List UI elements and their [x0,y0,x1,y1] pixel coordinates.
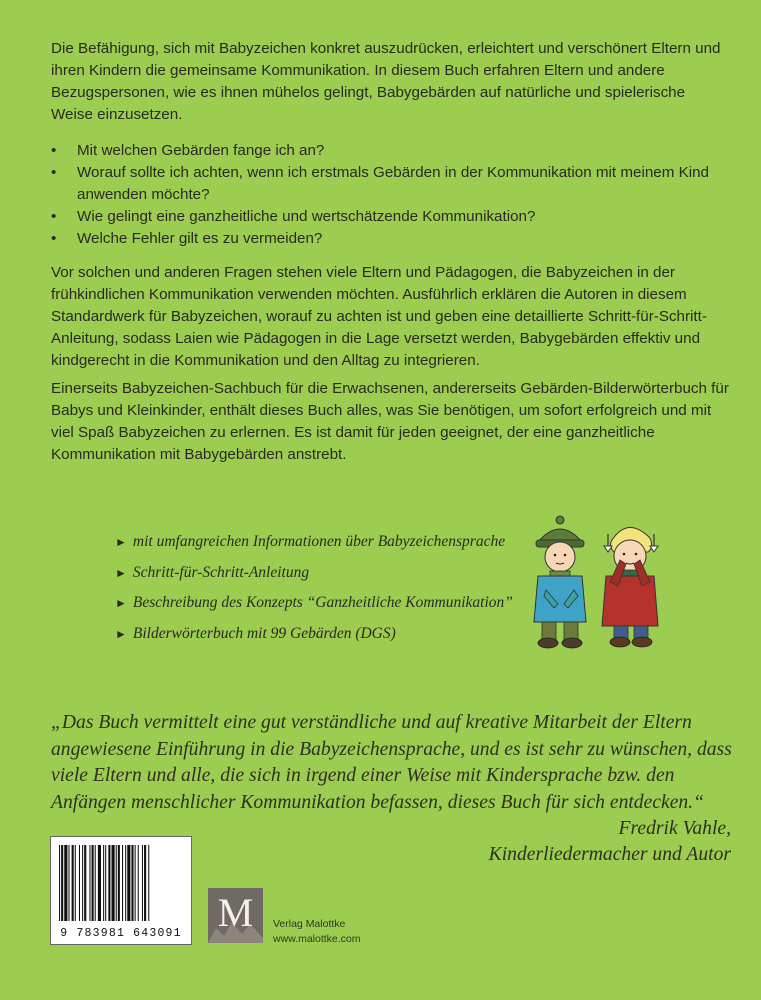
feature-item: ► Bilderwörterbuch mit 99 Gebärden (DGS) [115,624,396,642]
feature-list [115,527,513,649]
barcode-bar [82,845,83,921]
feature-item: ► Schritt-für-Schritt-Anleitung [115,563,310,581]
barcode-bar [116,845,117,921]
barcode-bar [112,845,115,921]
barcode-bar [125,845,126,921]
barcode-bars [57,845,185,921]
barcode-bar [95,845,96,921]
child-blue-jacket-figure [534,516,586,648]
barcode-bar [108,845,110,921]
barcode-bar [59,845,60,921]
barcode-bar [68,845,69,921]
description-paragraph: Vor solchen und anderen Fragen stehen viele Eltern und Pädagogen, die Babyzeichen in der frühkindlichen Kommunikation verwenden möchten. Ausführlich erklären die Autoren in diesem Standardwerk für Babyzeichen, worauf zu achten ist und geben eine detaillierte Schritt-für-Schritt-Anleitung, sodass Laien wie Pädagogen in die Lage versetzt werden, Babygebärden effektiv und kindgerecht in die Kommunikation und den Alltag zu integrieren. [51,264,707,369]
barcode-bar [64,845,67,921]
question-item: • Wie gelingt eine ganzheitliche und wertschätzende Kommunikation? [51,206,731,228]
publisher-info [273,917,361,947]
barcode-bar [75,845,76,921]
svg-text:M: M [217,890,254,935]
feature-item: ► Beschreibung des Konzepts “Ganzheitliche Kommunikation” [115,594,513,611]
question-item: • Welche Fehler gilt es zu vermeiden? [51,228,731,250]
barcode-digits: 9 783981 643091 [55,927,187,940]
barcode-bar [122,845,123,921]
intro-paragraph: Die Befähigung, sich mit Babyzeichen konkret auszudrücken, erleichtert und verschönert Eltern und ihren Kindern die gemeinsame Kommunikation. In diesem Buch erfahren Eltern und andere Bezugspersonen, wie es ihnen mühelos gelingt, Babygebärden auf natürliche und spielerische Weise einzusetzen. [51,40,721,123]
publisher-url[interactable]: www.malottke.com [273,933,361,945]
barcode-bar [118,845,120,921]
barcode-bar [103,845,104,921]
triangle-bullet-icon: ► [115,596,127,610]
feature-item: ► mit umfangreichen Informationen über Babyzeichensprache [115,533,506,550]
barcode-bar [89,845,90,921]
barcode-bar [131,845,133,921]
publisher-name: Verlag Malottke [273,918,346,930]
child-red-jacket-figure [602,527,658,647]
barcode-bar [84,845,86,921]
summary-paragraph: Einerseits Babyzeichen-Sachbuch für die Erwachsenen, andererseits Gebärden-Bilderwörterbuch für Babys und Kleinkinder, enthält dieses Buch alles, was Sie benötigen, um sofort erfolgreich und mit viel Spaß Babyzeichen zu erlernen. Es ist damit für jeden geeignet, der eine ganzheitliche Kommunikation mit Babygebärden anstrebt. [51,380,729,463]
barcode-bar [79,845,80,921]
barcode-bar [148,845,149,921]
barcode-bar [105,845,106,921]
question-list [51,140,731,250]
triangle-bullet-icon: ► [115,626,127,641]
quote-attribution [489,816,731,868]
barcode-bar [127,845,130,921]
isbn-barcode [50,836,192,945]
barcode-bar [98,845,101,921]
barcode-bar [138,845,139,921]
barcode-bar [61,845,63,921]
barcode-bar [142,845,143,921]
question-item: • Worauf sollte ich achten, wenn ich erstmals Gebärden in der Kommunikation mit meinem Kind anwenden möchte? [51,162,731,206]
barcode-bar [92,845,94,921]
author-name: Fredrik Vahle, [618,818,731,839]
question-item: • Mit welchen Gebärden fange ich an? [51,140,731,162]
publisher-logo [208,888,263,943]
children-illustration [524,512,684,652]
testimonial-quote: „Das Buch vermittelt eine gut verständliche und auf kreative Mitarbeit der Eltern angewiesene Einführung in die Babyzeichensprache, und es ist sehr zu wünschen, dass viele Eltern und alle, die sich in irgend einer Weise mit Kindersprache bzw. den Anfängen menschlicher Kommunikation befassen, dieses Buch für sich entdecken.“ [51,712,732,813]
barcode-bar [144,845,146,921]
triangle-bullet-icon: ► [115,565,127,580]
barcode-bar [72,845,74,921]
author-role: Kinderliedermacher und Autor [488,844,731,865]
triangle-bullet-icon: ► [115,535,127,549]
barcode-bar [135,845,136,921]
